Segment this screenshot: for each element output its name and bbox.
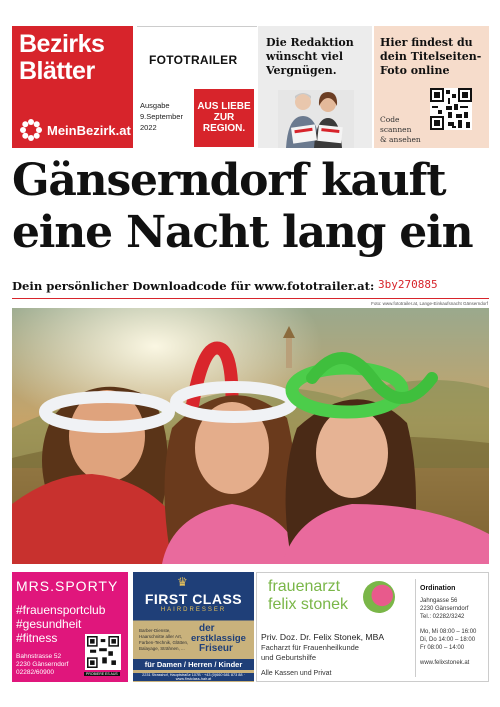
ad-row — [12, 572, 489, 682]
firstclass-address: 2231 Strasshof, Hauptstraße 107B · +43 (0)660 681 873 88 · www.firstclass-hair.at — [133, 673, 254, 681]
firstclass-slogan-2: erstklassige — [191, 633, 246, 644]
scan-line-1: Code — [380, 115, 400, 124]
crown-icon: ♛ — [177, 575, 188, 589]
divider-line — [12, 298, 489, 299]
issue-info — [140, 100, 183, 133]
meinbezirk-brand — [19, 118, 131, 142]
ord-city: 2230 Gänserndorf — [420, 606, 469, 612]
download-code-text: Dein persönlicher Downloadcode für www.fototrailer.at: — [12, 279, 375, 293]
logo-line-1: Bezirks — [19, 30, 105, 58]
hours-line-1: Mo, Mi 08:00 – 16:00 — [420, 629, 477, 635]
issue-date: 9.September — [140, 112, 183, 121]
ord-tel: Tel.: 02282/3242 — [420, 614, 465, 620]
editorial-box — [258, 26, 372, 148]
hours-line-3: Fr 08:00 – 14:00 — [420, 645, 465, 651]
slogan-line-2: ZUR — [213, 112, 235, 123]
issue-label: Ausgabe — [140, 101, 170, 110]
editors-photo — [278, 90, 354, 148]
cover-line-2: dein Titelseiten- — [380, 50, 482, 63]
sporty-address — [16, 653, 68, 677]
stonek-doctor: Priv. Doz. Dr. Felix Stonek, MBA — [261, 632, 385, 642]
firstclass-slogan-1: der — [199, 623, 215, 634]
masthead — [12, 26, 489, 148]
mrs-sporty-ad[interactable] — [12, 572, 128, 682]
firstclass-sub: HAIRDRESSER — [160, 607, 227, 613]
firstclass-slogan-3: Friseur — [199, 643, 233, 654]
cover-line-1: Hier findest du — [380, 36, 473, 49]
specialty-line-1: Facharzt für Frauenheilkunde — [261, 643, 359, 652]
headline-line-1: Gänserndorf kauft — [12, 155, 446, 206]
main-headline — [12, 155, 472, 259]
cover-photo-box — [374, 26, 489, 148]
sporty-qr-label: PROBIERE ES AUS — [86, 672, 118, 676]
first-class-ad[interactable] — [133, 572, 254, 682]
sporty-city: 2230 Gänserndorf — [16, 661, 69, 668]
download-code[interactable]: 3by270885 — [378, 278, 438, 291]
stonek-website[interactable]: www.felixstonek.at — [420, 660, 470, 666]
cover-photo-text — [380, 36, 481, 78]
sporty-street: Bahnstrasse 52 — [16, 653, 62, 660]
stonek-ad[interactable] — [256, 572, 489, 682]
firstclass-services: Barber-Dienste, Haarschnitte aller Art, Farben-Technik, Glätten, Balayage, Strähnen, ... — [139, 628, 189, 651]
photo-credit: Foto: www.fototrailer.at, Lange-Einkaufsnacht Gänserndorf — [371, 301, 488, 306]
ordination-address — [420, 597, 468, 621]
main-photo — [12, 308, 489, 564]
greeting-line-2: wünscht viel — [266, 50, 344, 63]
hours-line-2: Di, Do 14:00 – 18:00 — [420, 637, 476, 643]
sporty-tag-3: #fitness — [16, 631, 58, 645]
sporty-name: MRS.SPORTY — [16, 578, 119, 594]
stonek-specialty — [261, 643, 359, 662]
cover-qr-code-icon[interactable] — [430, 88, 472, 130]
scan-hint — [380, 115, 421, 145]
stonek-insurance: Alle Kassen und Privat — [261, 670, 332, 677]
sporty-tag-1: #frauensportclub — [16, 603, 106, 617]
sporty-phone: 02282/60900 — [16, 669, 54, 676]
slogan-line-3: REGION. — [202, 123, 246, 134]
ad-divider — [415, 579, 416, 677]
section-title: FOTOTRAILER — [149, 53, 238, 67]
greeting-line-1: Die Redaktion — [266, 36, 354, 49]
editorial-greeting — [266, 36, 354, 78]
scan-line-3: & ansehen — [380, 135, 421, 144]
headline-line-2: eine Nacht lang ein — [12, 207, 473, 258]
specialty-line-2: und Geburtshilfe — [261, 652, 317, 662]
stonek-logo-line-2: felix stonek — [268, 596, 349, 613]
fototrailer-box — [137, 26, 257, 148]
greeting-line-3: Vergnügen. — [266, 64, 337, 77]
opening-hours — [420, 628, 476, 652]
cover-line-3: Foto online — [380, 64, 450, 77]
ordination-title: Ordination — [420, 585, 456, 592]
stonek-logo-line-1: frauenarzt — [268, 578, 341, 595]
bezirksblaetter-logo[interactable] — [12, 26, 133, 148]
sporty-qr-code-icon[interactable] — [85, 634, 121, 670]
firstclass-name: FIRST CLASS — [144, 591, 243, 607]
slogan-badge — [194, 89, 254, 147]
scan-line-2: scannen — [380, 125, 412, 134]
meinbezirk-flower-icon — [19, 118, 43, 142]
sporty-tag-2: #gesundheit — [16, 617, 82, 631]
firstclass-audience: für Damen / Herren / Kinder — [133, 659, 254, 670]
brand-text: MeinBezirk.at — [47, 122, 131, 138]
slogan-line-1: AUS LIEBE — [197, 101, 251, 112]
ord-street: Jahngasse 56 — [420, 598, 458, 604]
logo-line-2: Blätter — [19, 57, 95, 85]
issue-year: 2022 — [140, 123, 157, 132]
stonek-logo-icon — [363, 581, 395, 613]
